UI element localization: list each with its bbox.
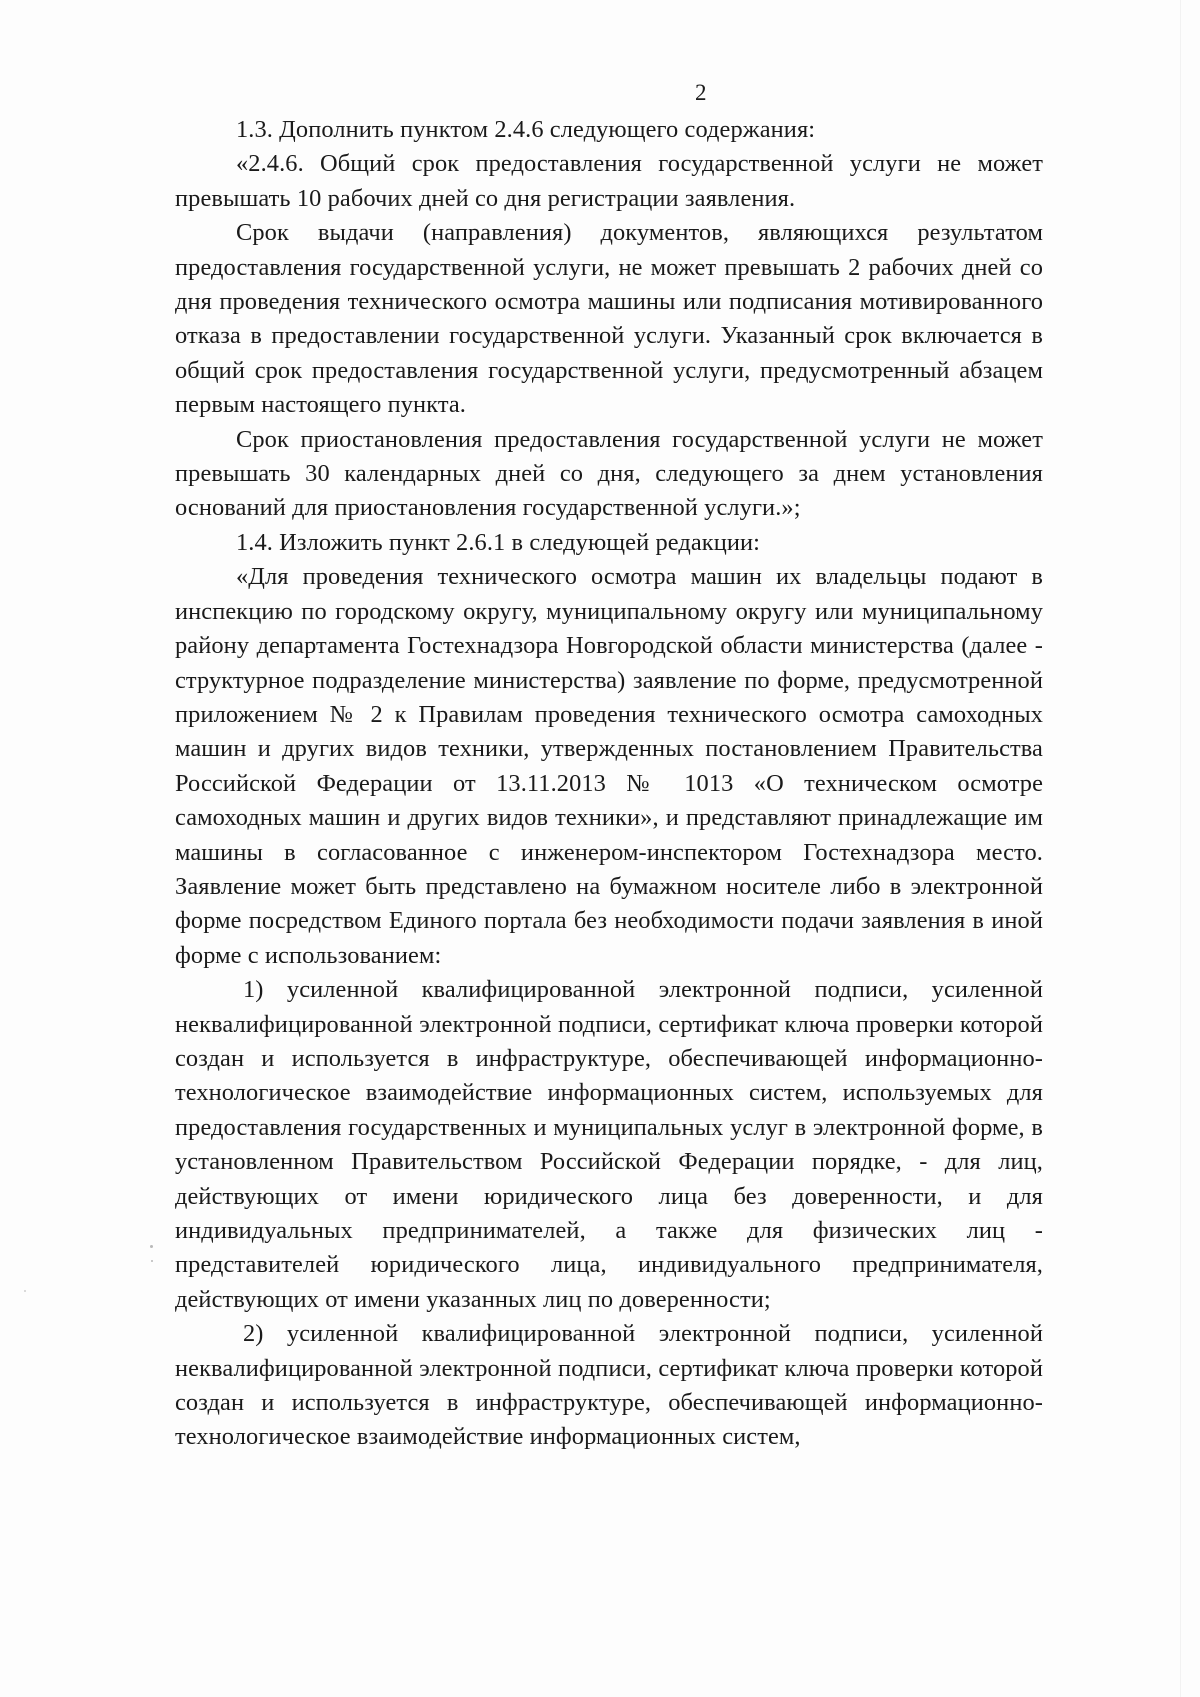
page-number: 2 xyxy=(695,80,707,105)
paragraph-subitem-2: 2) усиленной квалифицированной электронной подписи, усиленной неквалифицированной электронной подписи, сертификат ключа проверки которой создан и используется в инфраструктуре, обеспечивающей информационно-технологическое взаимодействие информационных систем, xyxy=(175,1320,1043,1451)
paragraph-item-1-3: 1.3. Дополнить пунктом 2.4.6 следующего содержания: xyxy=(236,116,816,143)
paragraph-subitem-1: 1) усиленной квалифицированной электронной подписи, усиленной неквалифицированной электронной подписи, сертификат ключа проверки которой создан и используется в инфраструктуре, обеспечивающей информационно-технологическое взаимодействие информационных систем, используемых для предоставления государственных и муниципальных услуг в электронной форме, в установленном Правительством Российской Федерации порядке, - для лиц, действующих от имени юридического лица без доверенности, и для индивидуальных предпринимателей, а также для физических лиц - представителей юридического лица, индивидуального предпринимателя, действующих от имени указанных лиц по доверенности; xyxy=(175,976,1043,1313)
paragraph-suspension-term: Срок приостановления предоставления государственной услуги не может превышать 30 календарных дней со дня, следующего за днем установления оснований для приостановления государственной услуги.»; xyxy=(175,425,1043,522)
paragraph-item-1-4: 1.4. Изложить пункт 2.6.1 в следующей редакции: xyxy=(236,528,761,556)
scan-speck xyxy=(151,1260,153,1262)
scan-speck xyxy=(24,1290,26,1292)
paragraph-2-4-6: «2.4.6. Общий срок предоставления государственной услуги не может превышать 10 рабочих дней со дня регистрации заявления. xyxy=(175,150,1043,212)
document-body xyxy=(175,113,1043,1455)
scan-speck xyxy=(150,1245,153,1248)
scan-edge xyxy=(1180,0,1181,1697)
paragraph-issue-term: Срок выдачи (направления) документов, являющихся результатом предоставления государственной услуги, не может превышать 2 рабочих дней со дня проведения технического осмотра машины или подписания мотивированного отказа в предоставлении государственной услуги. Указанный срок включается в общий срок предоставления государственной услуги, предусмотренный абзацем первым настоящего пункта. xyxy=(175,219,1043,419)
paragraph-2-6-1: «Для проведения технического осмотра машин их владельцы подают в инспекцию по городскому округу, муниципальному округу или муниципальному району департамента Гостехнадзора Новгородской области министерства (далее - структурное подразделение министерства) заявление по форме, предусмотренной приложением № 2 к Правилам проведения технического осмотра самоходных машин и других видов техники, утвержденных постановлением Правительства Российской Федерации от 13.11.2013 № 1013 «О техническом осмотре самоходных машин и других видов техники», и представляют принадлежащие им машины в согласованное с инженером-инспектором Гостехнадзора место. Заявление может быть представлено на бумажном носителе либо в электронной форме посредством Единого портала без необходимости подачи заявления в иной форме с использованием: xyxy=(175,563,1043,969)
